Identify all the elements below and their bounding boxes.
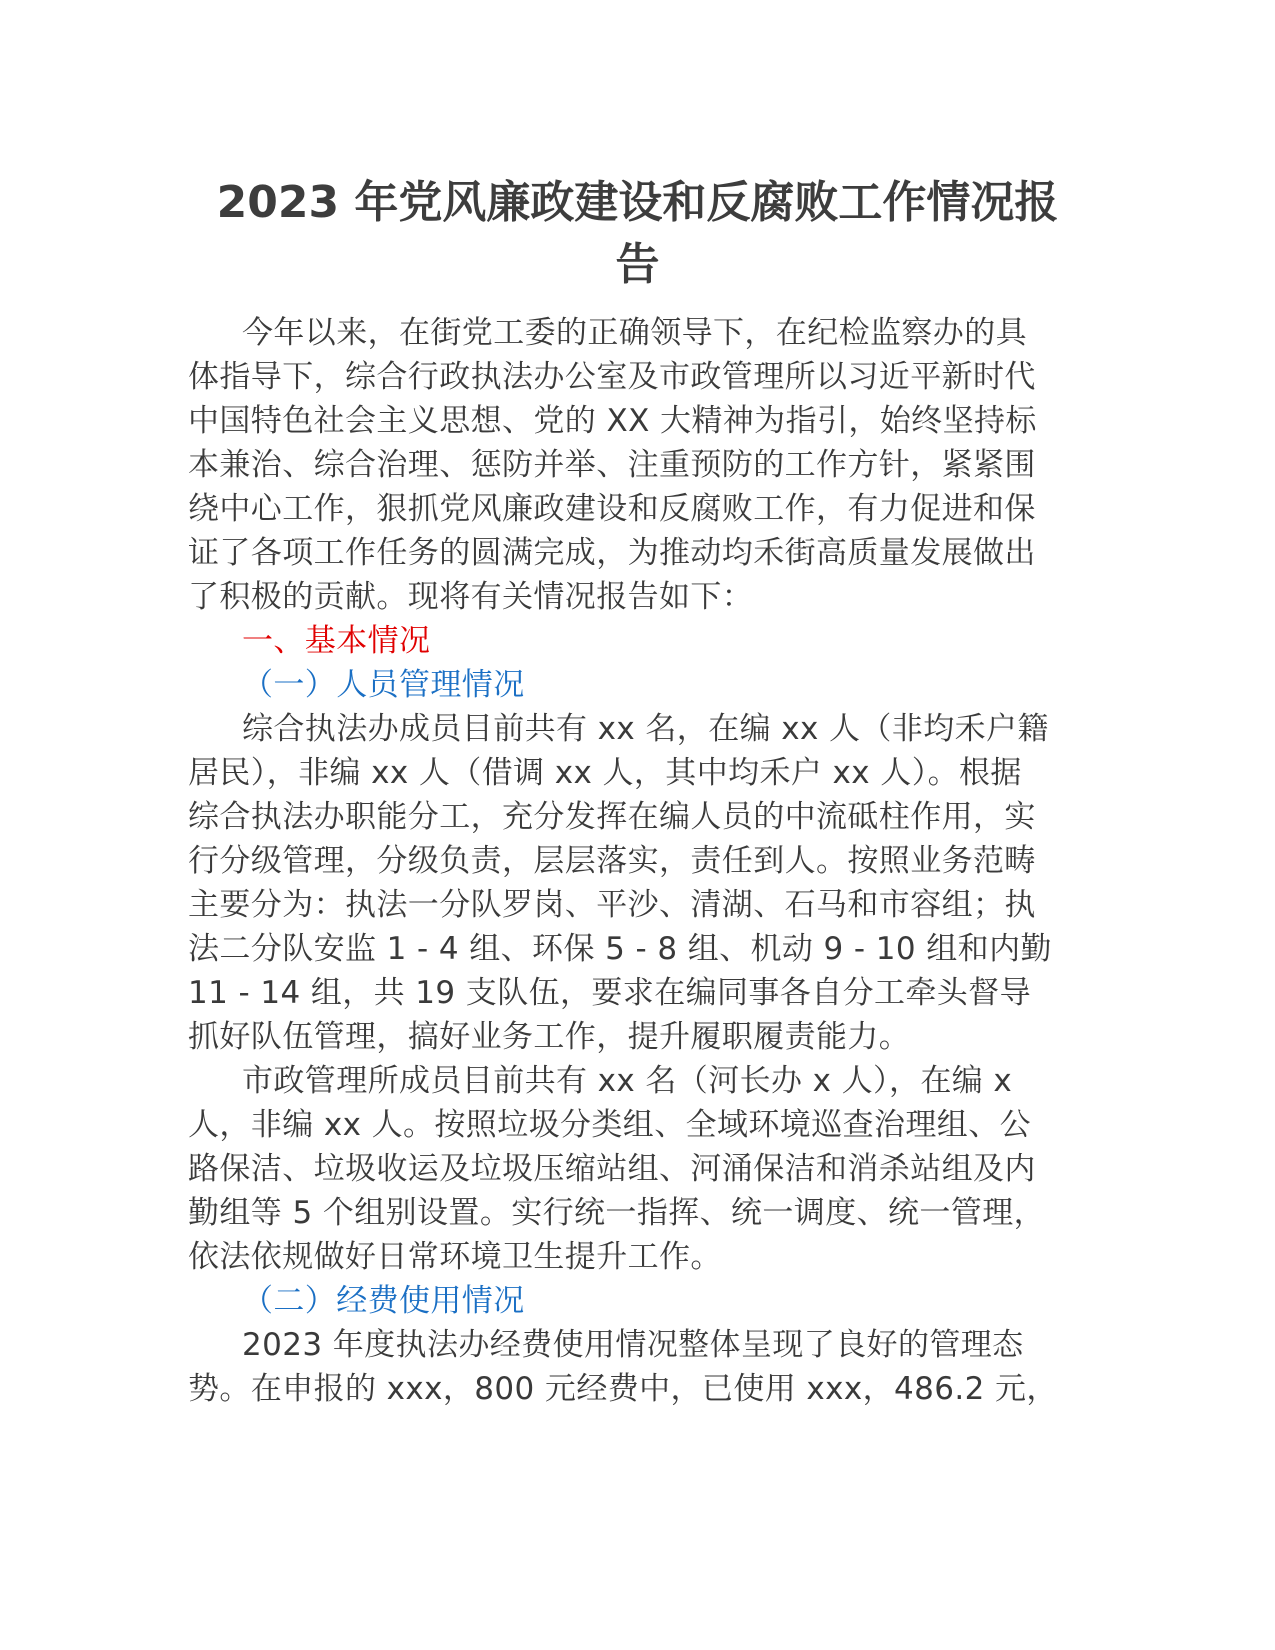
text-line: 主要分为：执法一分队罗岗、平沙、清湖、石马和市容组；执: [188, 887, 1036, 923]
text-line: 了积极的贡献。现将有关情况报告如下：: [188, 579, 754, 615]
text-line: 2023 年度执法办经费使用情况整体呈现了良好的管理态: [242, 1327, 1024, 1363]
text-line: 依法依规做好日常环境卫生提升工作。: [188, 1239, 722, 1275]
document-title: [190, 172, 1085, 296]
title-line-2: 告: [615, 239, 660, 290]
text-line: 势。在申报的 xxx，800 元经费中，已使用 xxx，486.2 元，: [188, 1371, 1058, 1407]
text-line: 市政管理所成员目前共有 xx 名（河长办 x 人），在编 x: [242, 1063, 1013, 1099]
text-line: 证了各项工作任务的圆满完成，为推动均禾街高质量发展做出: [188, 535, 1036, 571]
text-line: 路保洁、垃圾收运及垃圾压缩站组、河涌保洁和消杀站组及内: [188, 1151, 1036, 1187]
text-line: 体指导下，综合行政执法办公室及市政管理所以习近平新时代: [188, 359, 1036, 395]
text-line: 人，非编 xx 人。按照垃圾分类组、全域环境巡查治理组、公: [188, 1107, 1031, 1143]
text-line: 绕中心工作，狠抓党风廉政建设和反腐败工作，有力促进和保: [188, 491, 1036, 527]
text-line: 抓好队伍管理，搞好业务工作，提升履职履责能力。: [188, 1019, 911, 1055]
text-line: 今年以来，在街党工委的正确领导下，在纪检监察办的具: [242, 315, 1027, 351]
title-line-1: 2023 年党风廉政建设和反腐败工作情况报: [216, 177, 1059, 228]
text-line: 综合执法办成员目前共有 xx 名，在编 xx 人（非均禾户籍: [242, 711, 1049, 747]
subsection-heading-staff: （一）人员管理情况: [242, 667, 525, 703]
text-line: 居民），非编 xx 人（借调 xx 人，其中均禾户 xx 人）。根据: [188, 755, 1022, 791]
text-line: 勤组等 5 个组别设置。实行统一指挥、统一调度、统一管理，: [188, 1195, 1046, 1231]
text-line: 综合执法办职能分工，充分发挥在编人员的中流砥柱作用，实: [188, 799, 1036, 835]
text-line: 11 - 14 组，共 19 支队伍，要求在编同事各自分工牵头督导: [188, 975, 1031, 1011]
section-heading-basic: 一、基本情况: [242, 623, 431, 659]
text-line: 行分级管理，分级负责，层层落实，责任到人。按照业务范畴: [188, 843, 1036, 879]
subsection-heading-funding: （二）经费使用情况: [242, 1283, 525, 1319]
text-line: 中国特色社会主义思想、党的 XX 大精神为指引，始终坚持标: [188, 403, 1037, 439]
text-line: 法二分队安监 1 - 4 组、环保 5 - 8 组、机动 9 - 10 组和内勤: [188, 931, 1052, 967]
text-line: 本兼治、综合治理、惩防并举、注重预防的工作方针，紧紧围: [188, 447, 1036, 483]
